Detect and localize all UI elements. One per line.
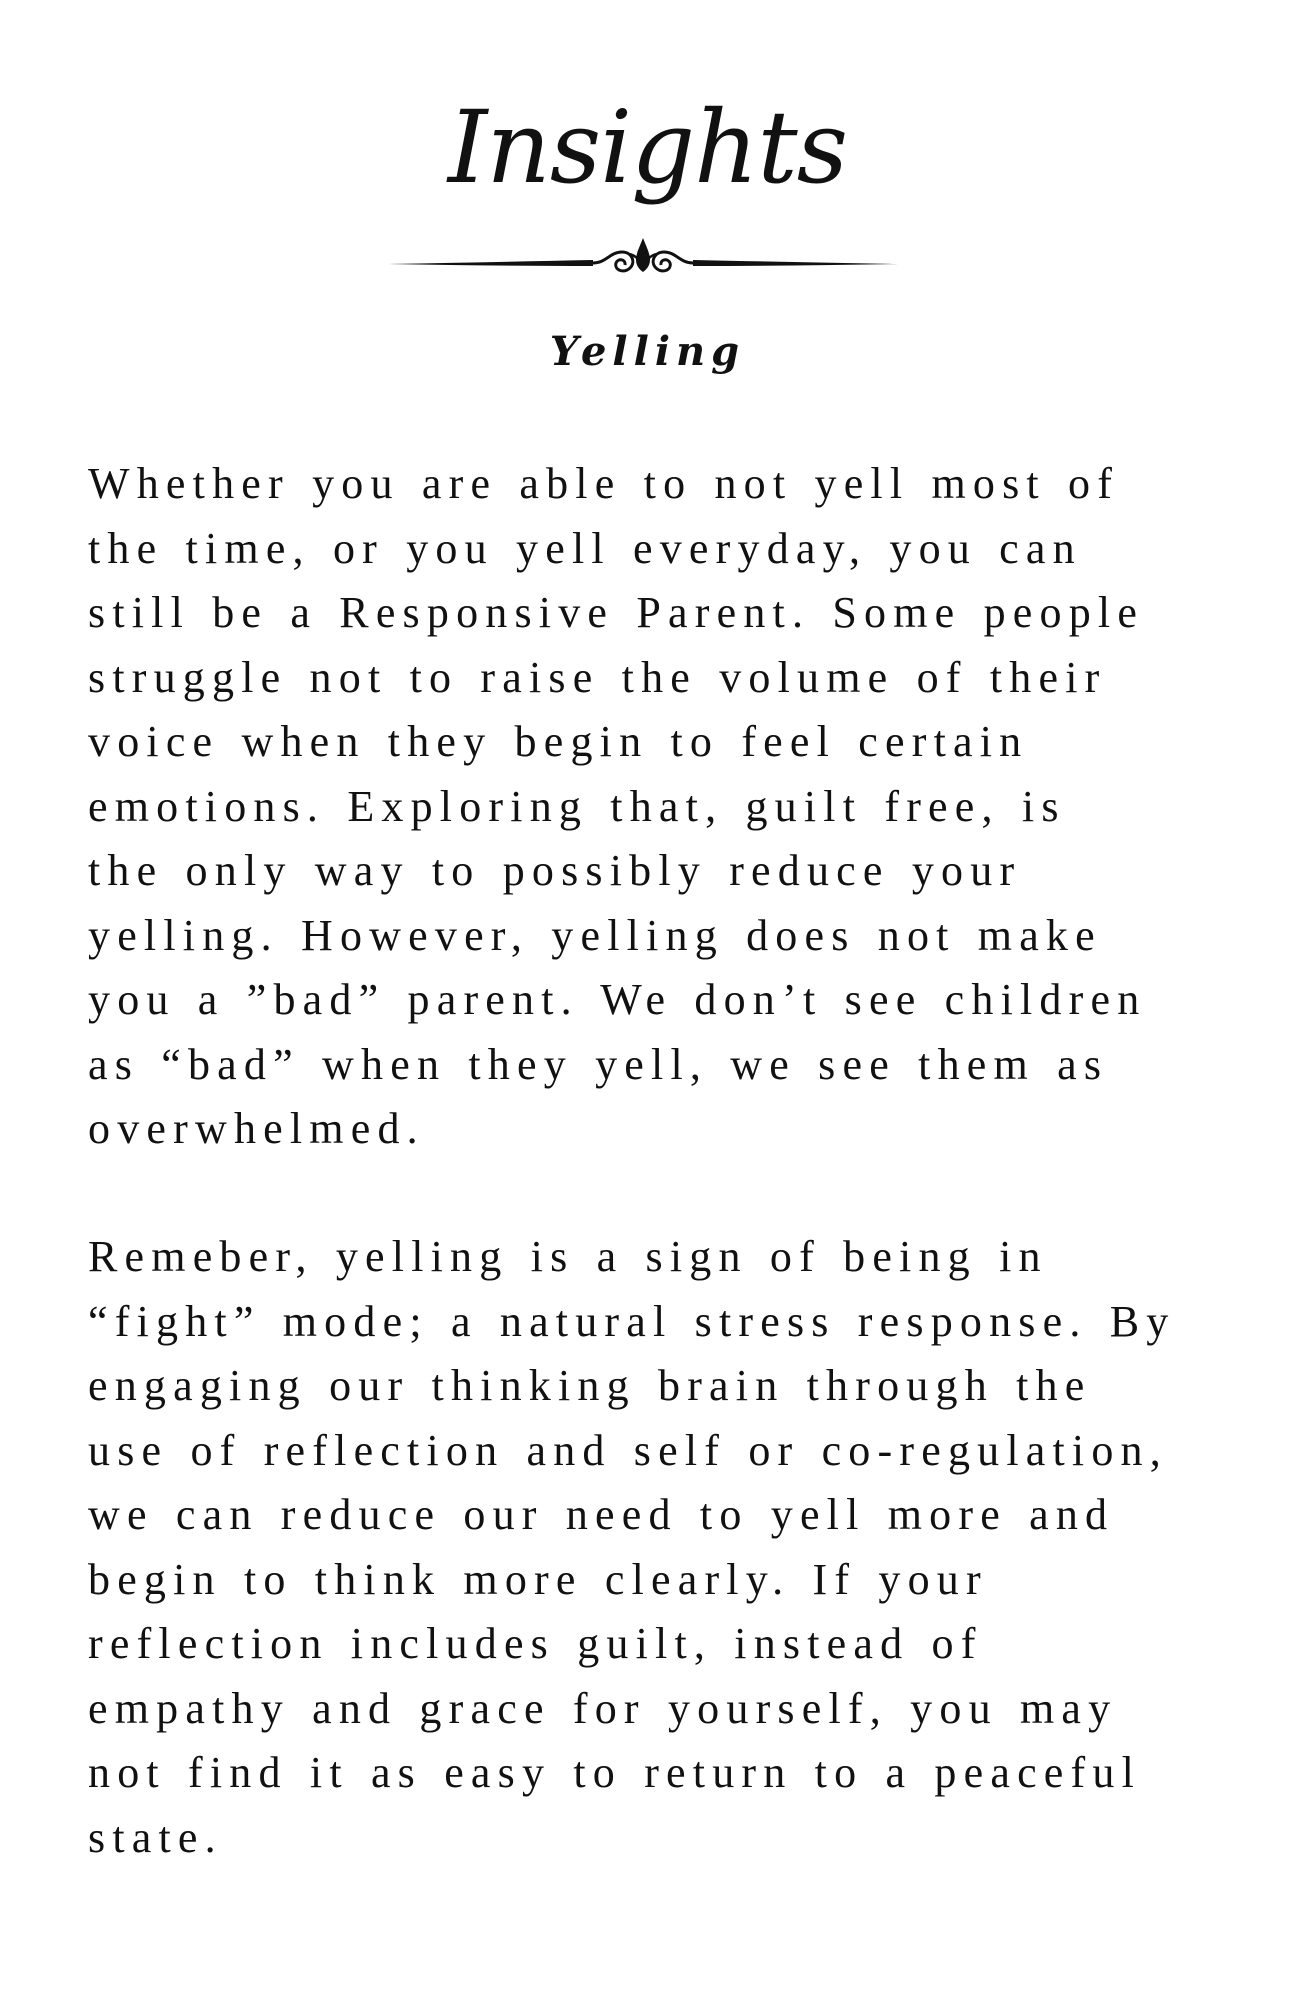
paragraph-2 xyxy=(88,1225,1218,1870)
text-line: begin to think more clearly. If your xyxy=(88,1554,988,1604)
text-line: state. xyxy=(88,1812,223,1862)
text-line: the only way to possibly reduce your xyxy=(88,846,1022,895)
text-line: overwhelmed. xyxy=(88,1104,425,1153)
text-line: use of reflection and self or co-regulation, xyxy=(88,1425,1168,1475)
text-line: you a ”bad” parent. We don’t see children xyxy=(88,975,1147,1024)
section-subtitle: Yelling xyxy=(549,328,746,375)
text-line: Remeber, yelling is a sign of being in xyxy=(88,1232,1048,1281)
ornamental-divider-icon xyxy=(388,232,898,292)
text-line: yelling. However, yelling does not make xyxy=(88,910,1102,960)
text-line: Whether you are able to not yell most of xyxy=(88,459,1120,508)
text-line: emotions. Exploring that, guilt free, is xyxy=(88,781,1066,831)
paragraph-1 xyxy=(88,452,1218,1162)
text-line: reflection includes guilt, instead of xyxy=(88,1619,983,1668)
text-line: “fight” mode; a natural stress response. By xyxy=(88,1296,1176,1346)
text-line: as “bad” when they yell, we see them as xyxy=(88,1039,1109,1089)
text-line: still be a Responsive Parent. Some people xyxy=(88,588,1145,637)
text-line: empathy and grace for yourself, you may xyxy=(88,1683,1118,1733)
text-line: we can reduce our need to yell more and xyxy=(88,1490,1115,1539)
text-line: not find it as easy to return to a peaceful xyxy=(88,1748,1142,1797)
text-line: struggle not to raise the volume of their xyxy=(88,652,1107,702)
text-line: voice when they begin to feel certain xyxy=(88,717,1029,766)
page-title: Insights xyxy=(447,89,848,206)
text-line: engaging our thinking brain through the xyxy=(88,1361,1092,1410)
text-line: the time, or you yell everyday, you can xyxy=(88,523,1082,573)
